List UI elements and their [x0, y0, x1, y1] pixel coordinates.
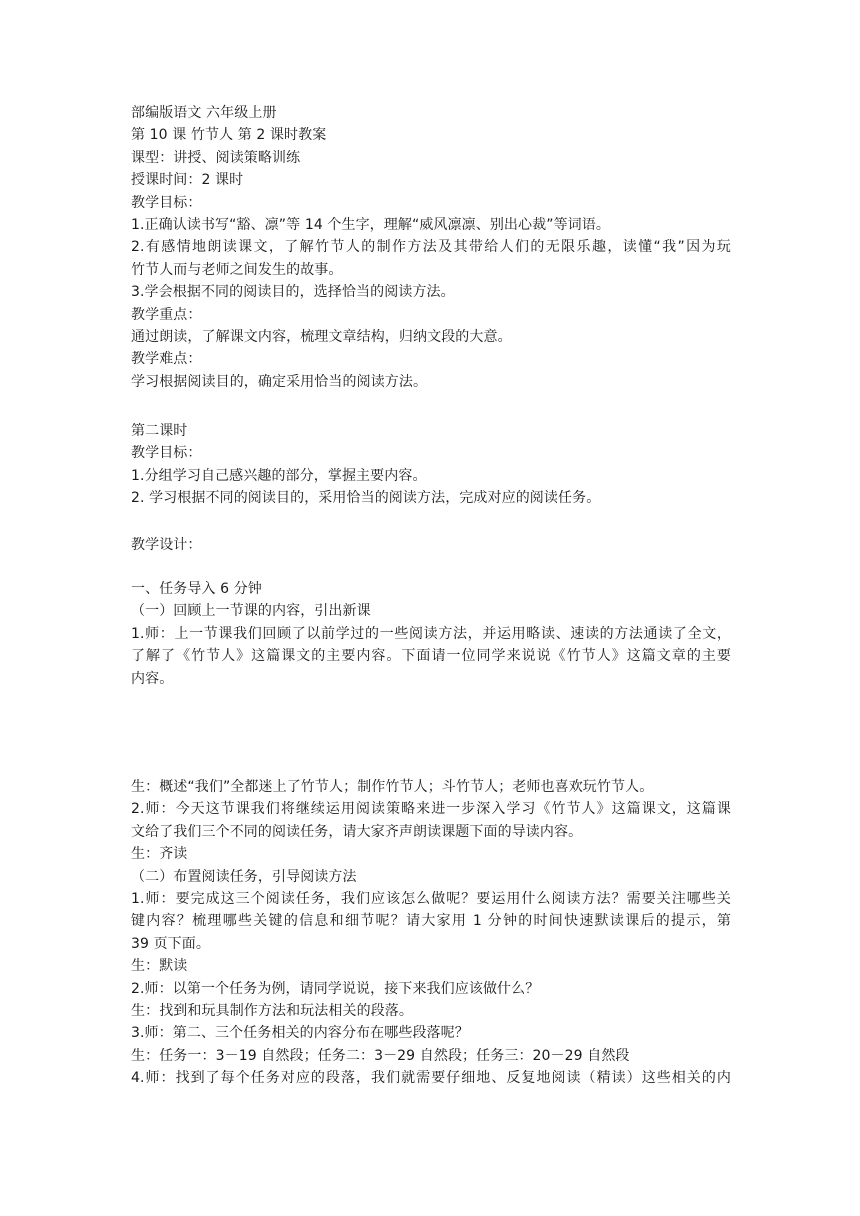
- paragraph-line: 了解了《竹节人》这篇课文的主要内容。下面请一位同学来说说《竹节人》这篇文章的主要: [131, 648, 731, 665]
- paragraph-line: 2.师：今天这节课我们将继续运用阅读策略来进一步深入学习《竹节人》这篇课文，这篇课: [131, 801, 731, 818]
- paragraph-line: 1.师：上一节课我们回顾了以前学过的一些阅读方法，并运用略读、速读的方法通读了全文，: [131, 625, 731, 642]
- objective-item: 3.学会根据不同的阅读目的，选择恰当的阅读方法。: [131, 284, 455, 301]
- objective-item: 竹节人而与老师之间发生的故事。: [131, 261, 343, 278]
- lesson2-objectives-heading: 教学目标：: [131, 445, 202, 462]
- paragraph-line: 生：默读: [131, 958, 188, 975]
- lesson2-title: 第二课时: [131, 423, 188, 439]
- paragraph-line: 1.师：要完成这三个阅读任务，我们应该怎么做呢？要运用什么阅读方法？需要关注哪些关: [131, 890, 731, 907]
- paragraph-line: 4.师：找到了每个任务对应的段落，我们就需要仔细地、反复地阅读（精读）这些相关的内: [131, 1070, 731, 1087]
- paragraph-line: 生：概述“我们”全都迷上了竹节人；制作竹节人；斗竹节人；老师也喜欢玩竹节人。: [131, 779, 654, 795]
- paragraph-line: 内容。: [131, 670, 174, 687]
- task1-heading: 一、任务导入 6 分钟: [131, 581, 262, 597]
- task1-section: [131, 578, 731, 690]
- textbook-title: 部编版语文 六年级上册: [131, 105, 277, 121]
- teaching-time: 授课时间：2 课时: [131, 172, 244, 189]
- paragraph-line: 文给了我们三个不同的阅读任务，请大家齐声朗读课题下面的导读内容。: [131, 823, 583, 840]
- paragraph-line: 3.师：第二、三个任务相关的内容分布在哪些段落呢？: [131, 1025, 469, 1042]
- key-points-heading: 教学重点：: [131, 306, 202, 323]
- design-section: [131, 534, 731, 556]
- paragraph-line: 生：任务一：3－19 自然段；任务二：3－29 自然段；任务三：20－29 自然段: [131, 1047, 630, 1064]
- difficulties-text: 学习根据阅读目的，确定采用恰当的阅读方法。: [131, 373, 428, 390]
- paragraph-line: 生：找到和玩具制作方法和玩法相关的段落。: [131, 1002, 413, 1019]
- task1-subheading: （一）回顾上一节课的内容，引出新课: [131, 603, 371, 620]
- lesson2-section: [131, 420, 731, 510]
- key-points-text: 通过朗读，了解课文内容，梳理文章结构，归纳文段的大意。: [131, 328, 512, 345]
- difficulties-heading: 教学难点：: [131, 351, 202, 368]
- paragraph-line: 2.师：以第一个任务为例，请同学说说，接下来我们应该做什么？: [131, 980, 540, 997]
- paragraph-line: 生：齐读: [131, 846, 188, 863]
- lesson-plan-header-section: [131, 102, 731, 393]
- lesson2-objective-item: 1.分组学习自己感兴趣的部分，掌握主要内容。: [131, 467, 427, 484]
- objective-item: 2.有感情地朗读课文，了解竹节人的制作方法及其带给人们的无限乐趣，读懂“我”因为玩: [131, 239, 731, 256]
- objectives-heading: 教学目标：: [131, 194, 202, 211]
- design-heading: 教学设计：: [131, 537, 202, 553]
- paragraph-line: （二）布置阅读任务，引导阅读方法: [131, 868, 357, 885]
- dialogue-section: [131, 776, 731, 1089]
- lesson2-objective-item: 2. 学习根据不同的阅读目的，采用恰当的阅读方法，完成对应的阅读任务。: [131, 490, 601, 507]
- paragraph-line: 键内容？梳理哪些关键的信息和细节呢？请大家用 1 分钟的时间快速默读课后的提示，第: [131, 913, 731, 930]
- course-type: 课型：讲授、阅读策略训练: [131, 149, 301, 166]
- lesson-title: 第 10 课 竹节人 第 2 课时教案: [131, 127, 327, 144]
- objective-item: 1.正确认读书写“豁、凛”等 14 个生字，理解“威风凛凛、别出心裁”等词语。: [131, 216, 610, 233]
- paragraph-line: 39 页下面。: [131, 935, 210, 952]
